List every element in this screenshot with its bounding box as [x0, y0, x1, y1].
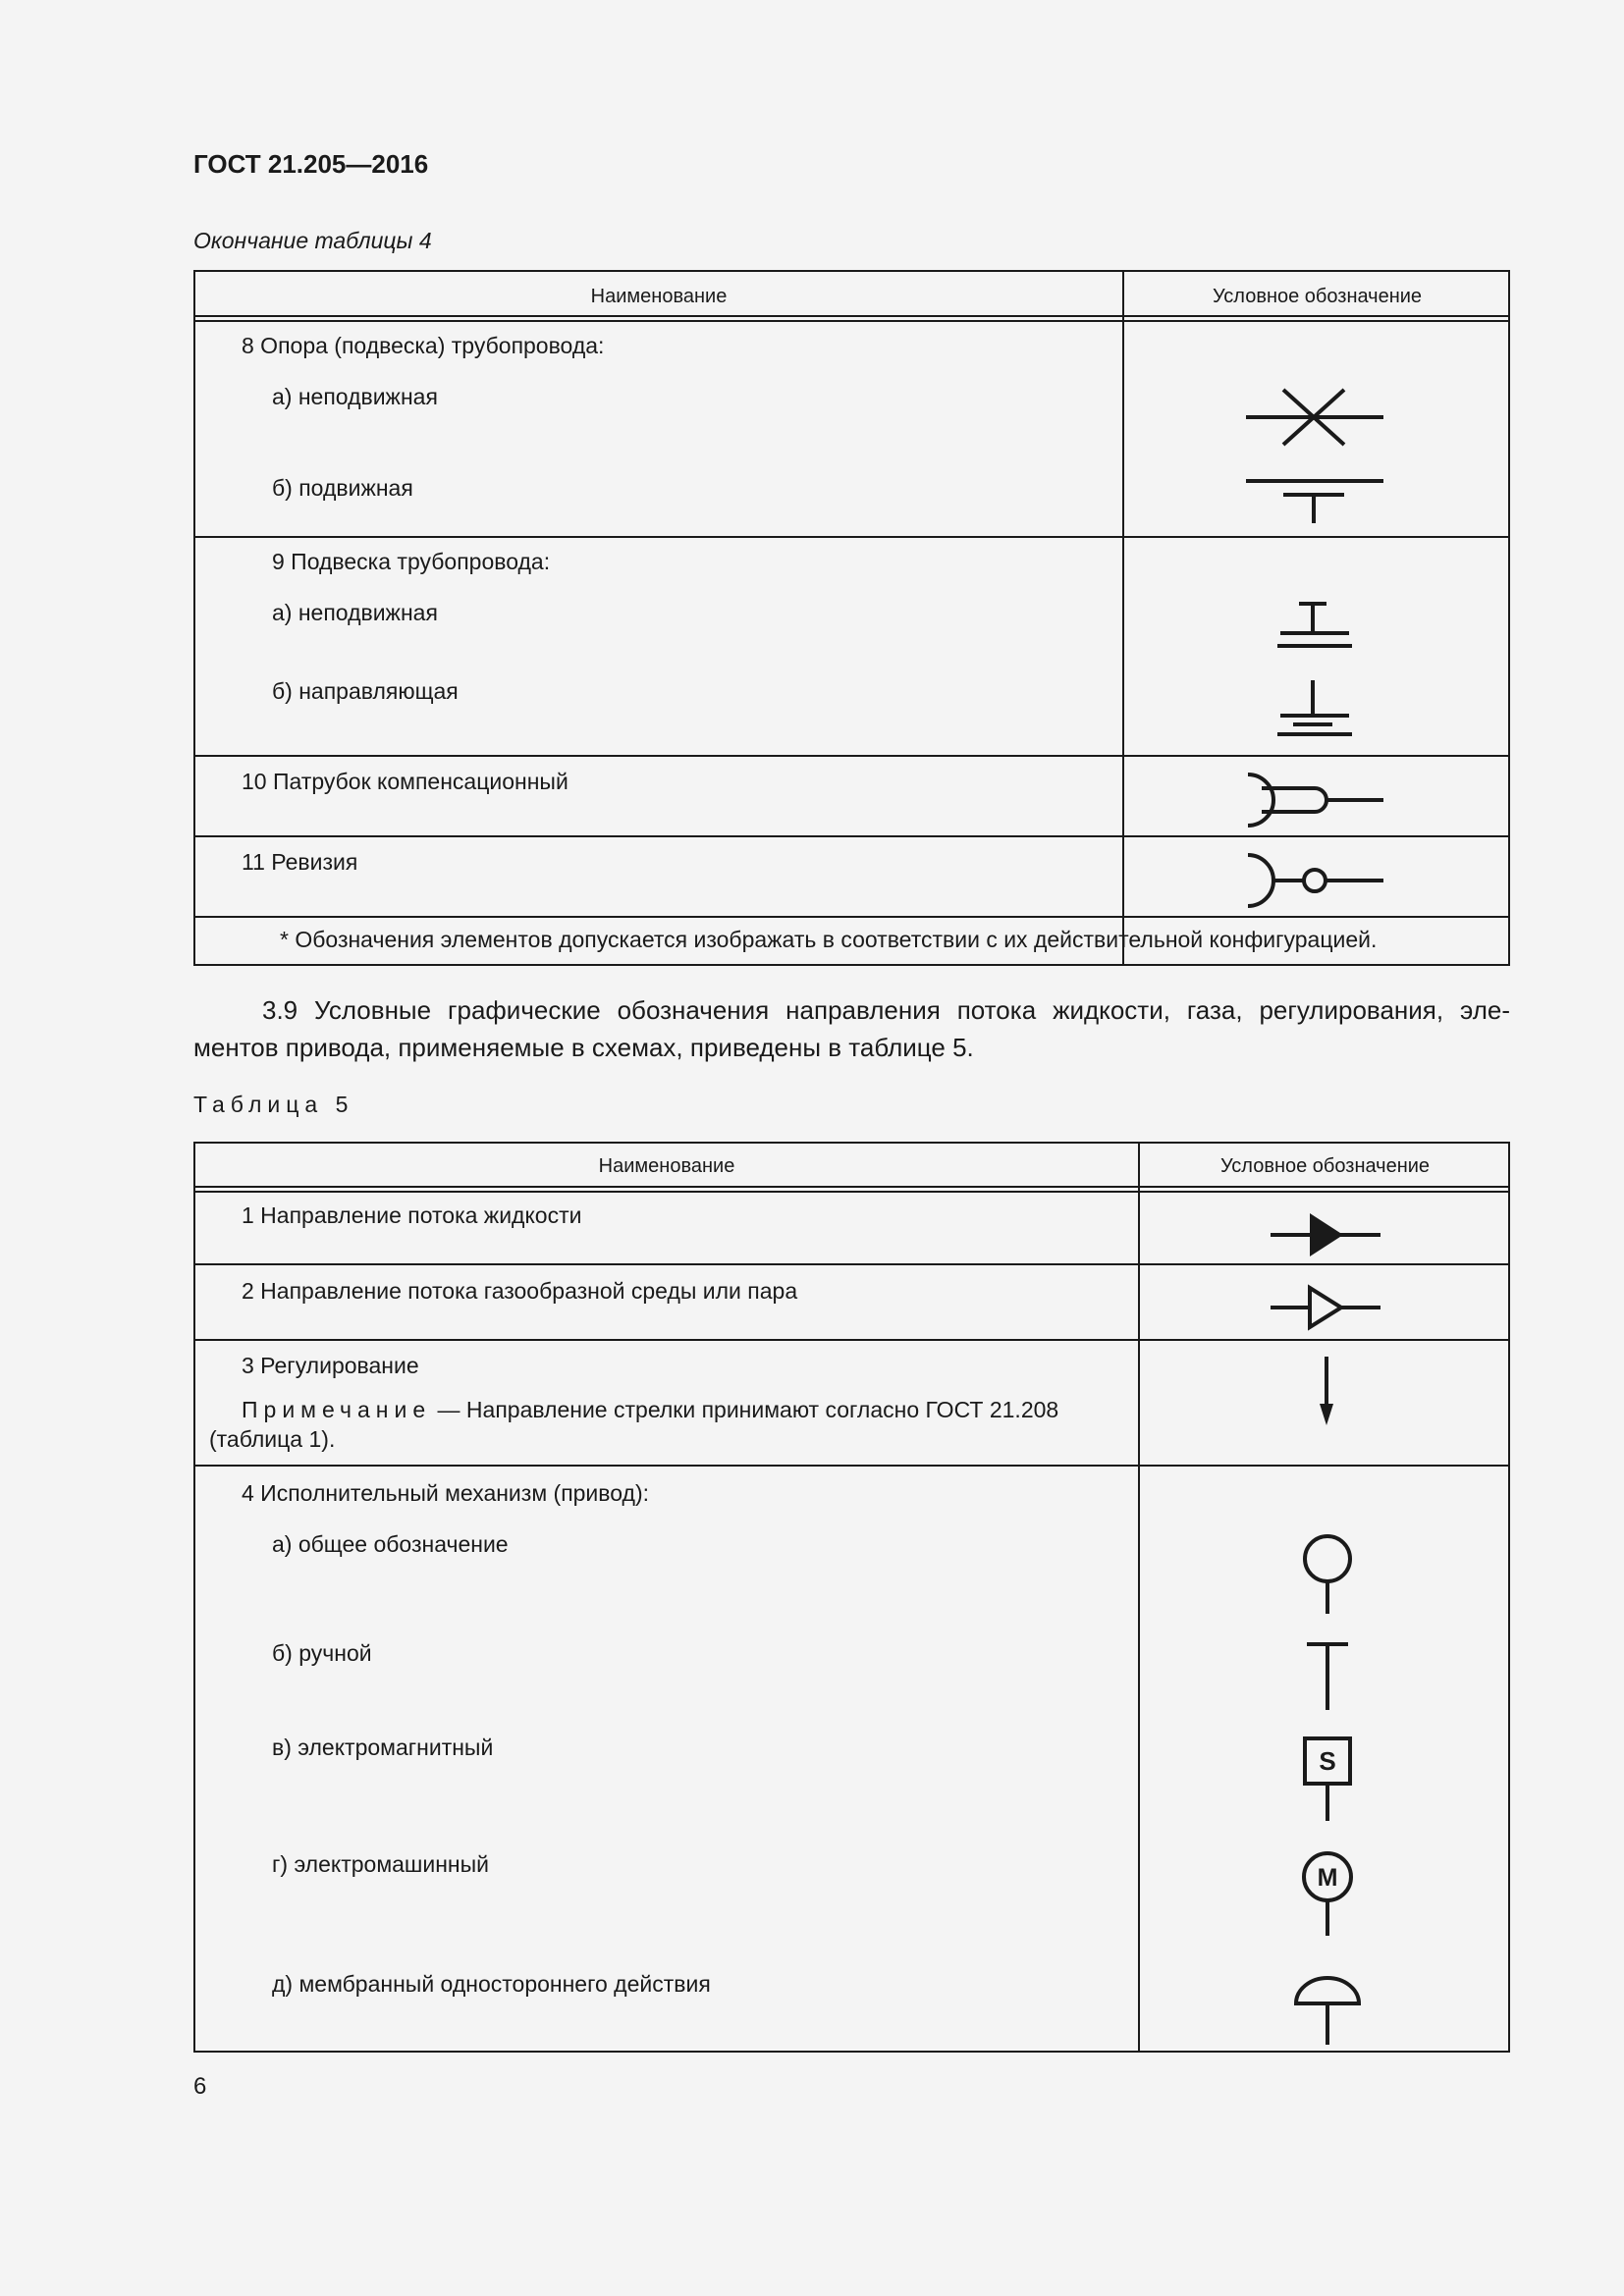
row-3-title: 3 Регулирование: [242, 1353, 419, 1378]
row-4e-label: д) мембранный одностороннего действия: [272, 1971, 711, 1997]
row-4-title: 4 Исполнительный механизм (привод):: [242, 1480, 649, 1506]
row-4d-label: г) электромашинный: [272, 1851, 490, 1877]
row-2-title: 2 Направление потока газообразной среды или пара: [242, 1278, 798, 1304]
actuator-general-icon: [1300, 1531, 1355, 1614]
row-9-title: 9 Подвеска трубопровода:: [272, 549, 551, 574]
row-3-note-line-2: (таблица 1).: [209, 1426, 336, 1452]
table4-footnote: * Обозначения элементов допускается изображать в соответствии с их действительной конфигурацией.: [280, 927, 1378, 952]
table-5: [193, 1142, 1510, 2053]
row-4c-label: в) электромагнитный: [272, 1735, 494, 1760]
row-divider: [195, 1465, 1508, 1467]
row-divider: [195, 835, 1508, 837]
header-divider: [195, 1186, 1508, 1193]
row-divider: [195, 755, 1508, 757]
note-label: Примечание: [242, 1397, 432, 1422]
column-header-name: Наименование: [590, 286, 728, 307]
guide-hanger-icon: [1275, 680, 1354, 739]
row-divider: [195, 916, 1508, 918]
row-4a-label: а) общее обозначение: [272, 1531, 509, 1557]
note-text: — Направление стрелки принимают согласно ГОСТ 21.208: [431, 1397, 1059, 1422]
column-divider: [1122, 272, 1124, 964]
table4-continuation-label: Окончание таблицы 4: [193, 228, 432, 253]
row-1-title: 1 Направление потока жидкости: [242, 1202, 582, 1228]
row-8b-label: б) подвижная: [272, 475, 413, 501]
document-header: ГОСТ 21.205—2016: [193, 149, 429, 179]
liquid-flow-arrow-icon: [1271, 1210, 1380, 1259]
column-header-symbol: Условное обозначение: [1219, 1155, 1431, 1177]
actuator-manual-icon: [1305, 1641, 1350, 1710]
solenoid-letter: S: [1319, 1746, 1336, 1776]
column-header-symbol: Условное обозначение: [1212, 286, 1423, 307]
fixed-support-icon: [1246, 388, 1383, 447]
actuator-diaphragm-icon: [1290, 1974, 1365, 2045]
sliding-support-icon: [1246, 478, 1383, 525]
paragraph-line-2: ментов привода, применяемые в схемах, приведены в таблице 5.: [193, 1033, 974, 1062]
compensation-pipe-icon: [1246, 773, 1385, 828]
row-divider: [195, 1263, 1508, 1265]
table5-caption: Таблица 5: [193, 1092, 354, 1117]
row-9a-label: а) неподвижная: [272, 600, 438, 625]
row-8-title: 8 Опора (подвеска) трубопровода:: [242, 333, 605, 358]
fixed-hanger-icon: [1275, 601, 1354, 650]
regulation-arrow-icon: [1315, 1357, 1338, 1427]
header-divider: [195, 315, 1508, 322]
inspection-port-icon: [1246, 853, 1385, 908]
page-number: 6: [193, 2073, 207, 2100]
row-divider: [195, 1339, 1508, 1341]
table-4: [193, 270, 1510, 966]
row-9b-label: б) направляющая: [272, 678, 459, 704]
row-3-note: [242, 1397, 1058, 1423]
column-header-name: Наименование: [598, 1155, 735, 1177]
row-10-title: 10 Патрубок компенсационный: [242, 769, 568, 794]
gas-flow-arrow-icon: [1271, 1283, 1380, 1332]
row-8a-label: а) неподвижная: [272, 384, 438, 409]
paragraph-line-1: 3.9 Условные графические обозначения направления потока жидкости, газа, регулирования, эле-: [262, 995, 1510, 1025]
row-divider: [195, 536, 1508, 538]
row-4b-label: б) ручной: [272, 1640, 372, 1666]
column-divider: [1138, 1144, 1140, 2051]
actuator-solenoid-icon: [1300, 1736, 1355, 1821]
motor-letter: M: [1317, 1864, 1338, 1892]
paragraph-3-9: [193, 991, 1510, 1066]
row-11-title: 11 Ревизия: [242, 849, 358, 875]
actuator-electric-motor-icon: [1300, 1849, 1355, 1936]
